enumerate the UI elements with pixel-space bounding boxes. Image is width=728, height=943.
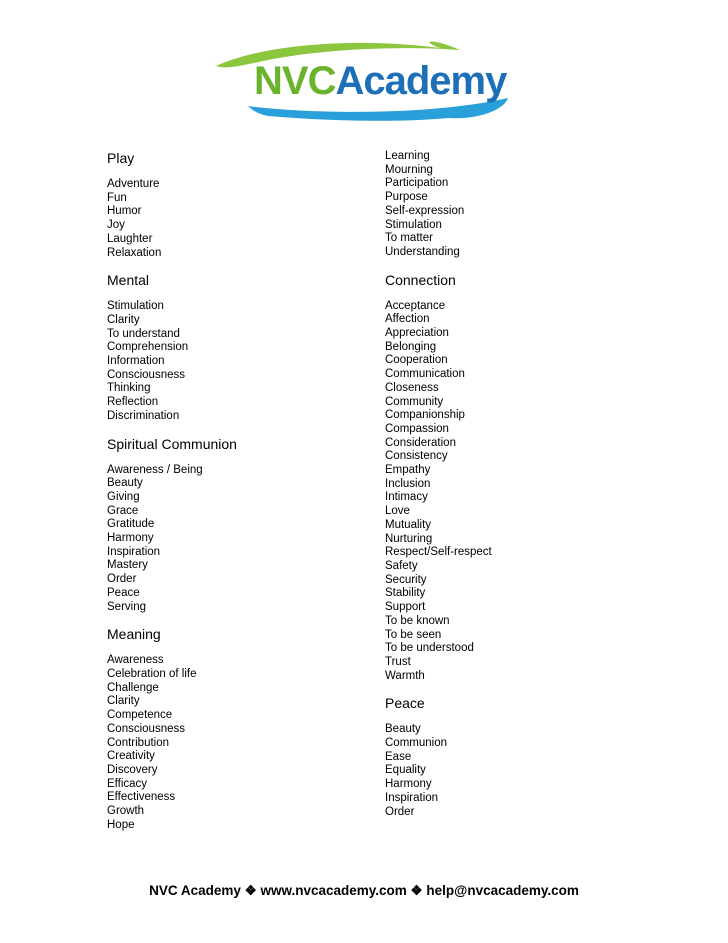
need-item: Peace [107,586,140,599]
need-item: To be known [385,614,450,627]
need-item: Awareness [107,654,164,667]
need-item: To matter [385,232,433,245]
need-item: Reflection [107,396,159,409]
need-item: Fun [107,191,127,204]
need-item: Consideration [385,436,456,449]
need-item: Adventure [107,178,160,190]
need-item: Appreciation [385,327,449,340]
need-item: To understand [107,327,180,340]
need-item: Stability [385,587,426,600]
need-item: Safety [385,559,418,572]
need-item: Security [385,573,427,586]
need-item: Understanding [385,245,460,258]
need-item: Inspiration [385,791,439,804]
need-item: Affection [385,313,430,326]
need-item: Consistency [385,450,448,463]
need-item: Companionship [385,409,465,422]
need-item: Respect/Self-respect [385,546,492,559]
need-item: Beauty [107,477,143,490]
need-item: Warmth [385,669,425,682]
need-item: Trust [385,655,411,668]
need-item: Beauty [385,723,421,736]
section-heading: Play [107,150,135,166]
need-item: Giving [107,490,140,503]
need-item: Harmony [385,778,432,791]
section-heading: Spiritual Communion [107,435,237,452]
need-item: Consciousness [107,722,185,735]
need-item: Information [107,355,165,368]
left-column [107,150,357,832]
need-item: Equality [385,764,426,777]
need-item: To be seen [385,628,442,641]
need-item: Stimulation [107,300,164,313]
need-item: Efficacy [107,777,148,790]
need-item: Mastery [107,559,148,572]
need-item: Relaxation [107,246,162,259]
section-heading: Peace [385,695,425,712]
need-item: Hope [107,818,135,831]
need-item: Nurturing [385,532,433,545]
nvc-academy-logo [208,36,518,122]
need-item: Comprehension [107,341,189,354]
need-item: To be understood [385,642,474,655]
need-item: Purpose [385,191,428,204]
need-item: Discovery [107,763,158,776]
need-item: Acceptance [385,299,446,312]
need-item: Order [107,573,137,586]
footer-contact-line: NVC Academy ❖ www.nvcacademy.com ❖ help@nvcacademy.com [149,883,579,898]
logo-wordmark: NVCAcademy [254,59,507,103]
need-item: Contribution [107,736,170,749]
need-item: Celebration of life [107,667,197,680]
section-heading: Mental [107,272,150,289]
need-item: Communication [385,368,465,381]
need-item: Empathy [385,464,431,477]
need-item: Cooperation [385,354,448,367]
need-item: Growth [107,805,145,818]
need-item: Mourning [385,163,433,176]
need-item: Laughter [107,232,153,245]
need-item: Community [385,395,444,408]
need-item: Competence [107,709,173,722]
need-item: Grace [107,504,139,517]
need-item: Awareness / Being [107,463,203,476]
need-item: Consciousness [107,368,185,381]
right-column [385,150,645,819]
need-item: Participation [385,177,449,190]
need-item: Humor [107,205,142,218]
need-item: Effectiveness [107,791,176,804]
need-item: Love [385,505,410,518]
section-heading: Connection [385,271,456,288]
need-item: Self-expression [385,204,465,217]
need-item: Serving [107,600,146,613]
section-heading: Meaning [107,626,161,643]
need-item: Thinking [107,382,151,395]
need-item: Clarity [107,313,140,326]
need-item: Harmony [107,532,154,545]
need-item: Stimulation [385,218,442,231]
need-item: Support [385,601,426,614]
need-item: Gratitude [107,518,155,531]
need-item: Inclusion [385,477,431,490]
need-item: Compassion [385,422,449,435]
need-item: Intimacy [385,491,428,504]
need-item: Mutuality [385,518,432,531]
need-item: Clarity [107,695,140,708]
need-item: Belonging [385,340,437,353]
need-item: Order [385,805,415,818]
need-item: Joy [107,219,125,232]
need-item: Challenge [107,681,159,694]
need-item: Ease [385,750,412,763]
need-item: Inspiration [107,545,161,558]
need-item: Learning [385,150,430,162]
need-item: Closeness [385,381,439,394]
need-item: Discrimination [107,409,180,422]
need-item: Creativity [107,750,155,763]
need-item: Communion [385,737,447,750]
